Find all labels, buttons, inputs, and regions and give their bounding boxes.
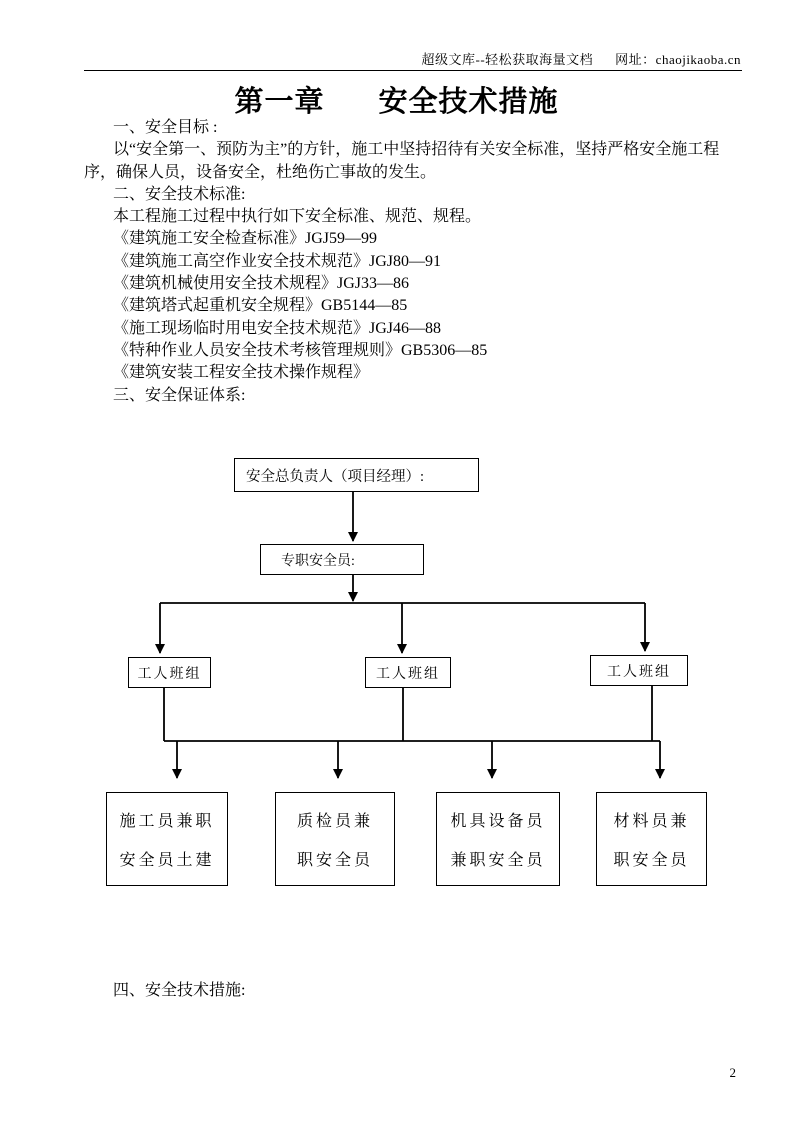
org-box-material-safety bbox=[596, 792, 707, 886]
org-box-label-line: 职安全员 bbox=[613, 852, 690, 869]
body-line: 三、安全保证体系: bbox=[113, 386, 246, 404]
org-box-equipment-safety bbox=[436, 792, 560, 886]
body-line-standard: 《建筑安装工程安全技术操作规程》 bbox=[113, 364, 370, 382]
page-number: 2 bbox=[729, 1065, 736, 1080]
page-header bbox=[422, 49, 742, 68]
org-box-label: 工人班组 bbox=[376, 666, 440, 682]
org-box-label-line: 职安全员 bbox=[296, 852, 373, 869]
body-line: 二、安全技术标准: bbox=[113, 185, 246, 203]
org-box-constructor-safety bbox=[106, 792, 228, 886]
org-box-worker-team-3 bbox=[590, 655, 688, 686]
org-box-label: 安全总负责人（项目经理）: bbox=[246, 468, 425, 485]
header-divider bbox=[84, 70, 742, 71]
org-box-worker-team-1 bbox=[128, 657, 211, 688]
org-box-label-line: 材料员兼 bbox=[613, 813, 690, 830]
body-line-standard: 《施工现场临时用电安全技术规范》JGJ46—88 bbox=[113, 319, 442, 337]
header-site-text: 超级文库--轻松获取海量文档 bbox=[421, 52, 594, 67]
body-line-standard: 《建筑施工高空作业安全技术规范》JGJ80—91 bbox=[113, 252, 442, 270]
org-box-label-line: 施工员兼职 bbox=[119, 813, 215, 830]
body-line-standard: 《建筑塔式起重机安全规程》GB5144—85 bbox=[113, 297, 408, 315]
body-line: 一、安全目标 : bbox=[113, 119, 218, 136]
org-box-qc-safety bbox=[275, 792, 395, 886]
org-box-worker-team-2 bbox=[365, 657, 451, 688]
org-box-safety-director bbox=[234, 458, 479, 492]
body-line-standard: 《建筑机械使用安全技术规程》JGJ33—86 bbox=[113, 275, 410, 293]
title-text: 安全技术措施 bbox=[378, 86, 559, 118]
header-url-text: 网址：chaojikaoba.cn bbox=[615, 52, 741, 67]
org-box-label-line: 质检员兼 bbox=[296, 813, 373, 830]
body-line: 本工程施工过程中执行如下安全标准、规范、规程。 bbox=[113, 208, 482, 226]
org-box-label-line: 机具设备员 bbox=[450, 813, 546, 830]
org-box-label: 工人班组 bbox=[137, 666, 202, 682]
org-box-label-line: 安全员土建 bbox=[119, 852, 215, 869]
org-box-label: 工人班组 bbox=[607, 664, 671, 680]
org-box-safety-officer bbox=[260, 544, 424, 575]
body-text bbox=[84, 117, 764, 407]
body-line-standard: 《建筑施工安全检查标准》JGJ59—99 bbox=[113, 230, 378, 248]
body-line: 以“安全第一、预防为主”的方针，施工中坚持招待有关安全标准，坚持严格安全施工程 bbox=[113, 141, 720, 159]
section-heading-4: 四、安全技术措施: bbox=[113, 982, 246, 999]
org-box-label-line: 兼职安全员 bbox=[450, 852, 546, 869]
body-line: 序，确保人员，设备安全，杜绝伤亡事故的发生。 bbox=[84, 163, 437, 181]
chapter-label: 第一章 bbox=[234, 86, 325, 118]
org-box-label: 专职安全员: bbox=[281, 553, 355, 569]
page-title bbox=[0, 79, 793, 120]
body-line-standard: 《特种作业人员安全技术考核管理规则》GB5306—85 bbox=[113, 341, 488, 359]
